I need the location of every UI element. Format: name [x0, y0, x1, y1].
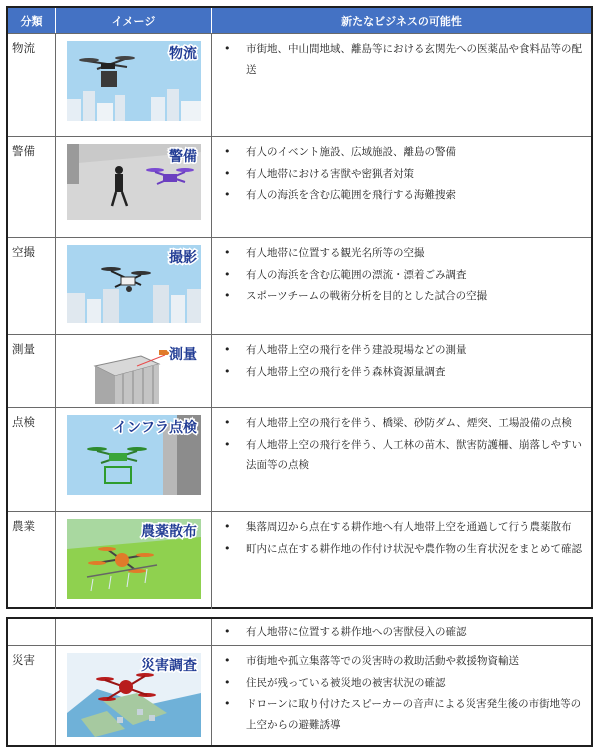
table-row-survey: [8, 334, 591, 407]
table-row-security: [8, 136, 591, 237]
image-cell: [56, 512, 212, 609]
possibility-cell: [212, 408, 591, 511]
table-row-pest-check: [8, 619, 591, 645]
image-cell: [56, 34, 212, 136]
category-cell: 測量: [8, 335, 56, 407]
category-cell: 点検: [8, 408, 56, 511]
business-table: [6, 6, 593, 609]
possibility-list: [212, 619, 591, 643]
list-item: • ドローンに取り付けたスピーカーの音声による災害発生後の市街地等の上空からの避難誘導: [224, 694, 585, 735]
list-item: • 有人のイベント施設、広域施設、離島の警備: [224, 142, 585, 163]
table-row-logistics: [8, 33, 591, 136]
aerial-photo-drone-illustration: [67, 245, 201, 323]
image-cell: [56, 619, 212, 645]
survey-drone-illustration: [67, 342, 201, 404]
list-item: • 有人地帯上空の飛行を伴う、橋梁、砂防ダム、煙突、工場設備の点検: [224, 413, 585, 434]
header-image: イメージ: [56, 8, 212, 33]
logistics-drone-illustration: [67, 41, 201, 121]
list-item: • 有人地帯における害獣や密猟者対策: [224, 164, 585, 185]
list-item: • 住民が残っている被災地の被害状況の確認: [224, 673, 585, 694]
agriculture-drone-illustration: [67, 519, 201, 599]
category-cell: 災害: [8, 646, 56, 745]
image-cell: [56, 646, 212, 745]
image-cell: [56, 238, 212, 334]
image-label: 物流: [168, 46, 197, 62]
image-label: 測量: [168, 347, 197, 363]
list-item: • 有人地帯に位置する観光名所等の空撮: [224, 243, 585, 264]
table-header: [8, 8, 591, 33]
image-label: 災害調査: [140, 658, 197, 674]
table-row-aerial-photo: [8, 237, 591, 334]
image-cell: [56, 137, 212, 237]
possibility-cell: [212, 238, 591, 334]
possibility-cell: [212, 335, 591, 407]
image-cell: [56, 408, 212, 511]
list-item: • 有人地帯上空の飛行を伴う森林資源量調査: [224, 362, 585, 383]
possibility-cell: [212, 512, 591, 609]
category-cell: 空撮: [8, 238, 56, 334]
table-row-inspection: [8, 407, 591, 511]
image-label: 警備: [168, 149, 197, 165]
possibility-cell: [212, 619, 591, 645]
inspection-drone-illustration: [67, 415, 201, 495]
list-item: • 有人の海浜を含む広範囲を飛行する海難捜索: [224, 185, 585, 206]
image-cell: [56, 335, 212, 407]
header-category: 分類: [8, 8, 56, 33]
list-item: • 市街地や孤立集落等での災害時の救助活動や救援物資輸送: [224, 651, 585, 672]
table-row-disaster: [8, 645, 591, 745]
category-cell: 物流: [8, 34, 56, 136]
possibility-list: [212, 34, 591, 80]
image-label: 農薬散布: [140, 524, 197, 540]
disaster-drone-illustration: [67, 653, 201, 737]
list-item: • スポーツチームの戦術分析を目的とした試合の空撮: [224, 286, 585, 307]
category-cell: 警備: [8, 137, 56, 237]
list-item: • 市街地、中山間地域、離島等における玄関先への医薬品や食料品等の配送: [224, 39, 585, 80]
list-item: • 有人地帯に位置する耕作地への害獣侵入の確認: [224, 622, 585, 643]
image-label: インフラ点検: [112, 420, 197, 436]
security-drone-illustration: [67, 144, 201, 220]
header-possibility: 新たなビジネスの可能性: [341, 14, 462, 28]
possibility-list: [212, 238, 591, 307]
table-row-agriculture: [8, 511, 591, 609]
possibility-list: [212, 512, 591, 559]
image-label: 撮影: [168, 250, 197, 266]
business-table-continued: [6, 617, 593, 747]
category-cell: [8, 619, 56, 645]
possibility-list: [212, 646, 591, 735]
possibility-cell: [212, 137, 591, 237]
possibility-list: [212, 335, 591, 382]
list-item: • 有人地帯上空の飛行を伴う建設現場などの測量: [224, 340, 585, 361]
list-item: • 町内に点在する耕作地の作付け状況や農作物の生育状況をまとめて確認: [224, 539, 585, 560]
list-item: • 有人地帯上空の飛行を伴う、人工林の苗木、獣害防護柵、崩落しやすい法面等の点検: [224, 435, 585, 476]
possibility-cell: [212, 646, 591, 745]
possibility-cell: [212, 34, 591, 136]
possibility-list: [212, 137, 591, 206]
category-cell: 農業: [8, 512, 56, 609]
list-item: • 集落周辺から点在する耕作地へ有人地帯上空を通過して行う農薬散布: [224, 517, 585, 538]
list-item: • 有人の海浜を含む広範囲の漂流・漂着ごみ調査: [224, 265, 585, 286]
possibility-list: [212, 408, 591, 476]
